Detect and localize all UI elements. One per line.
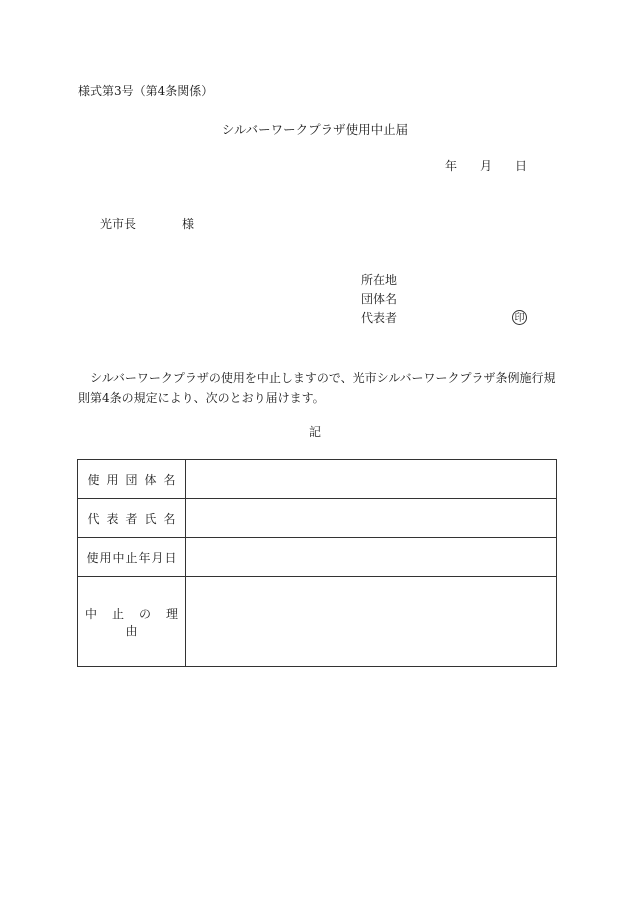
table-row — [78, 499, 557, 538]
cancel-reason-value-cell[interactable] — [186, 577, 557, 667]
addressee-honorific: 様 — [182, 217, 195, 231]
body-line-1: シルバーワークプラザの使用を中止しますので、光市シルバーワークプラザ条例施行規 — [78, 371, 556, 385]
representative-name-value-cell[interactable] — [186, 499, 557, 538]
ki-heading: 記 — [308, 425, 321, 439]
date-day-label: 日 — [515, 159, 528, 173]
seal-mark: 印 — [512, 310, 527, 325]
representative-label: 代表者 — [361, 311, 398, 325]
representative-name-row-label: 代表者氏名 — [87, 511, 183, 526]
table-row — [78, 538, 557, 577]
addressee-name: 光市長 — [100, 217, 137, 231]
cancel-reason-row-label: 中止の理由 — [84, 606, 193, 638]
table-label-cell — [78, 460, 186, 499]
cancel-date-row-label: 使用中止年月日 — [86, 550, 178, 565]
cancel-date-value-cell[interactable] — [186, 538, 557, 577]
document-title: シルバーワークプラザ使用中止届 — [221, 122, 409, 137]
table-label-cell — [78, 499, 186, 538]
form-number: 様式第3号（第4条関係） — [78, 84, 214, 98]
group-name-value-cell[interactable] — [186, 460, 557, 499]
details-table — [77, 459, 557, 667]
date-year-label: 年 — [445, 159, 458, 173]
group-name-row-label: 使用団体名 — [87, 472, 183, 487]
table-label-cell — [78, 538, 186, 577]
table-row — [78, 460, 557, 499]
table-label-cell — [78, 577, 193, 667]
date-month-label: 月 — [480, 159, 493, 173]
address-label: 所在地 — [361, 273, 398, 287]
table-row — [78, 577, 557, 667]
body-line-2: 則第4条の規定により、次のとおり届けます。 — [78, 391, 325, 405]
body-text — [78, 368, 578, 408]
group-name-label: 団体名 — [361, 292, 398, 306]
